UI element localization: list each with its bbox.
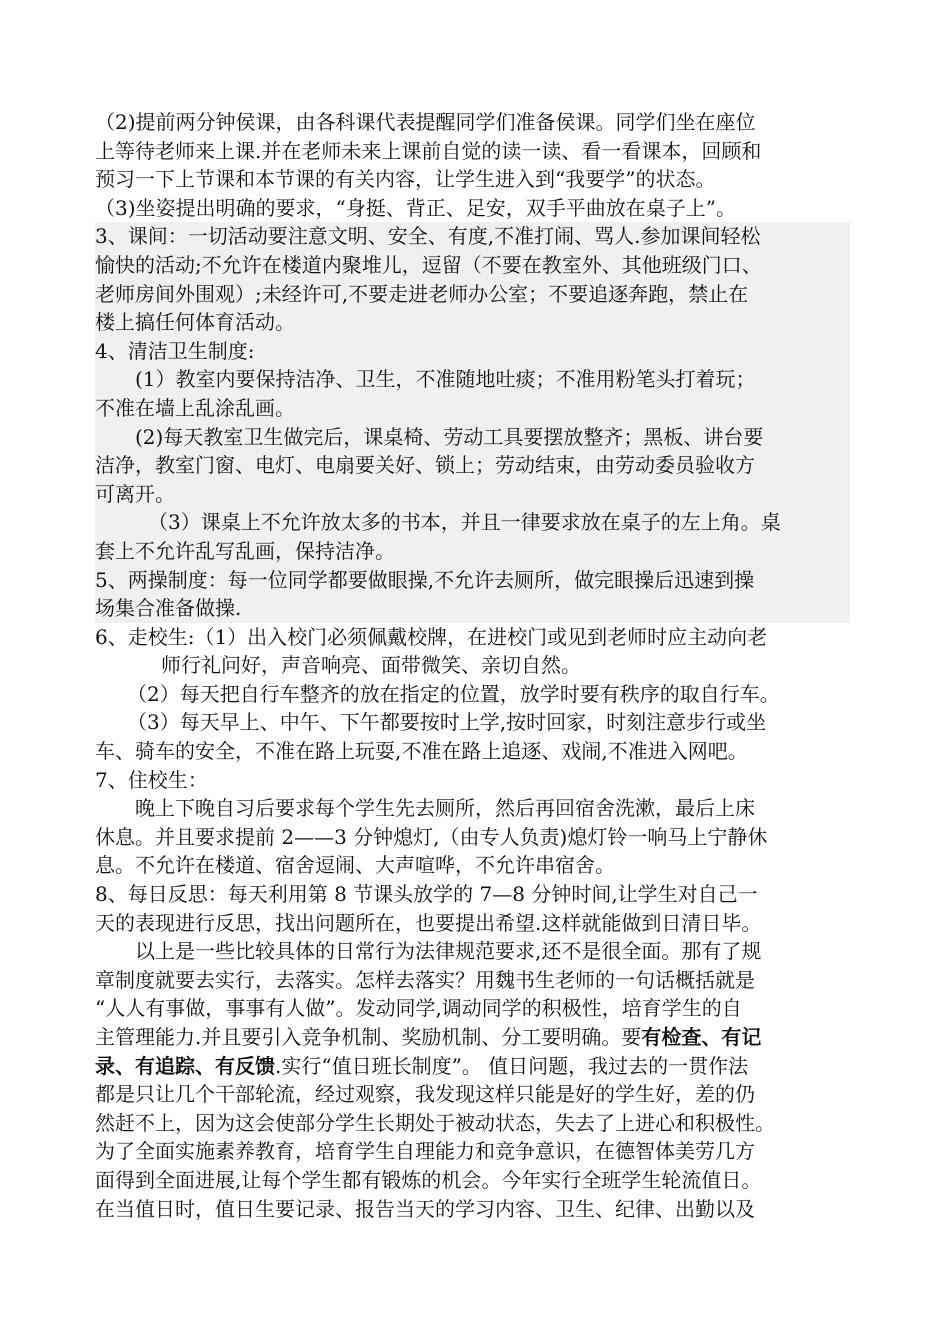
text-line: 为了全面实施素养教育，培育学生自理能力和竞争意识，在德智体美劳几方 [95, 1139, 755, 1164]
text-line: 息。不允许在楼道、宿舍逗闹、大声喧哗，不允许串宿舍。 [95, 853, 615, 878]
text-line: 3、课间：一切活动要注意文明、安全、有度,不准打闹、骂人.参加课间轻松 [95, 222, 850, 251]
text-line: （2)提前两分钟侯课，由各科课代表提醒同学们准备侯课。同学们坐在座位 [95, 110, 756, 134]
text-line: 套上不允许乱写乱画，保持洁净。 [95, 537, 850, 566]
text-line: （3）每天早上、中午、下午都要按时上学,按时回家，时刻注意步行或坐 [127, 710, 767, 735]
text-line: 师行礼问好，声音响亮、面带微笑、亲切自然。 [161, 653, 581, 678]
text-line: 6、走校生:（1）出入校门必须佩戴校牌，在进校门或见到老师时应主动向老 [95, 624, 768, 649]
text-line: 老师房间外围观）;未经许可,不要走进老师办公室；不要追逐奔跑，禁止在 [95, 280, 850, 309]
bold-text-run: 有检查、有记 [641, 1025, 762, 1049]
text-line: 不准在墙上乱涂乱画。 [95, 394, 850, 423]
text-line: （3)坐姿提出明确的要求，“身挺、背正、足安，双手平曲放在桌子上”。 [95, 195, 736, 220]
text-line: 可离开。 [95, 480, 850, 509]
text-line: 章制度就要去实行，去落实。怎样去落实？用魏书生老师的一句话概括就是 [95, 967, 755, 992]
text-run: 主管理能力.并且要引入竞争机制、奖励机制、分工要明确。要 [95, 1025, 642, 1049]
text-line: 面得到全面进展,让每个学生都有锻炼的机会。今年实行全班学生轮流值日。 [95, 1167, 762, 1192]
text-line: 晚上下晚自习后要求每个学生先去厕所，然后再回宿舍洗漱，最后上床 [135, 796, 755, 821]
text-line: 在当值日时，值日生要记录、报告当天的学习内容、卫生、纪律、出勤以及 [95, 1196, 755, 1221]
text-run: .实行“值日班长制度”。 值日问题，我过去的一贯作法 [275, 1053, 749, 1078]
text-line: 以上是一些比较具体的日常行为法律规范要求,还不是很全面。那有了规 [135, 939, 762, 964]
text-line: 楼上搞任何体育活动。 [95, 308, 850, 337]
text-line: 愉快的活动;不允许在楼道内聚堆儿，逗留（不要在教室外、其他班级门口、 [95, 251, 850, 280]
text-line: 上等待老师来上课.并在老师未来上课前自觉的读一读、看一看课本，回顾和 [95, 138, 762, 163]
text-line: 4、清洁卫生制度: [95, 337, 850, 366]
text-line [95, 1052, 850, 1081]
text-line: 5、两操制度：每一位同学都要做眼操,不允许去厕所，做完眼操后迅速到操 [95, 566, 850, 595]
text-line: (2)每天教室卫生做完后，课桌椅、劳动工具要摆放整齐；黑板、讲台要 [95, 423, 850, 452]
text-line: （3）课桌上不允许放太多的书本，并且一律要求放在桌子的左上角。桌 [95, 508, 850, 537]
text-line: 然赶不上，因为这会使部分学生长期处于被动状态，失去了上进心和积极性。 [95, 1110, 775, 1135]
text-line: 洁净，教室门窗、电灯、电扇要关好、锁上；劳动结束，由劳动委员验收方 [95, 451, 850, 480]
text-line: 7、住校生： [95, 767, 208, 792]
text-line: 8、每日反思：每天利用第 8 节课头放学的 7—8 分钟时间,让学生对自己一 [95, 882, 758, 907]
text-line: 休息。并且要求提前 2——3 分钟熄灯,（由专人负责)熄灯铃一响马上宁静休 [95, 824, 768, 849]
document-body [95, 108, 850, 1223]
text-line: （2）每天把自行车整齐的放在指定的位置，放学时要有秩序的取自行车。 [127, 681, 780, 706]
text-line: 车、骑车的安全，不准在路上玩耍,不准在路上追逐、戏闹,不准进入网吧。 [95, 739, 748, 764]
text-line: 都是只让几个干部轮流，经过观察，我发现这样只能是好的学生好，差的仍 [95, 1082, 755, 1107]
text-line: (1）教室内要保持洁净、卫生，不准随地吐痰；不准用粉笔头打着玩； [95, 365, 850, 394]
text-line [95, 1023, 850, 1052]
bold-text-run: 录、有追踪、有反馈 [95, 1053, 275, 1078]
text-line: 天的表现进行反思，找出问题所在，也要提出希望.这样就能做到日清日毕。 [95, 910, 762, 935]
text-line: 预习一下上节课和本节课的有关内容，让学生进入到“我要学”的状态。 [95, 167, 716, 192]
text-line: 场集合准备做操. [95, 594, 850, 623]
text-line: “人人有事做，事事有人做”。发动同学,调动同学的积极性，培育学生的自 [95, 996, 742, 1021]
